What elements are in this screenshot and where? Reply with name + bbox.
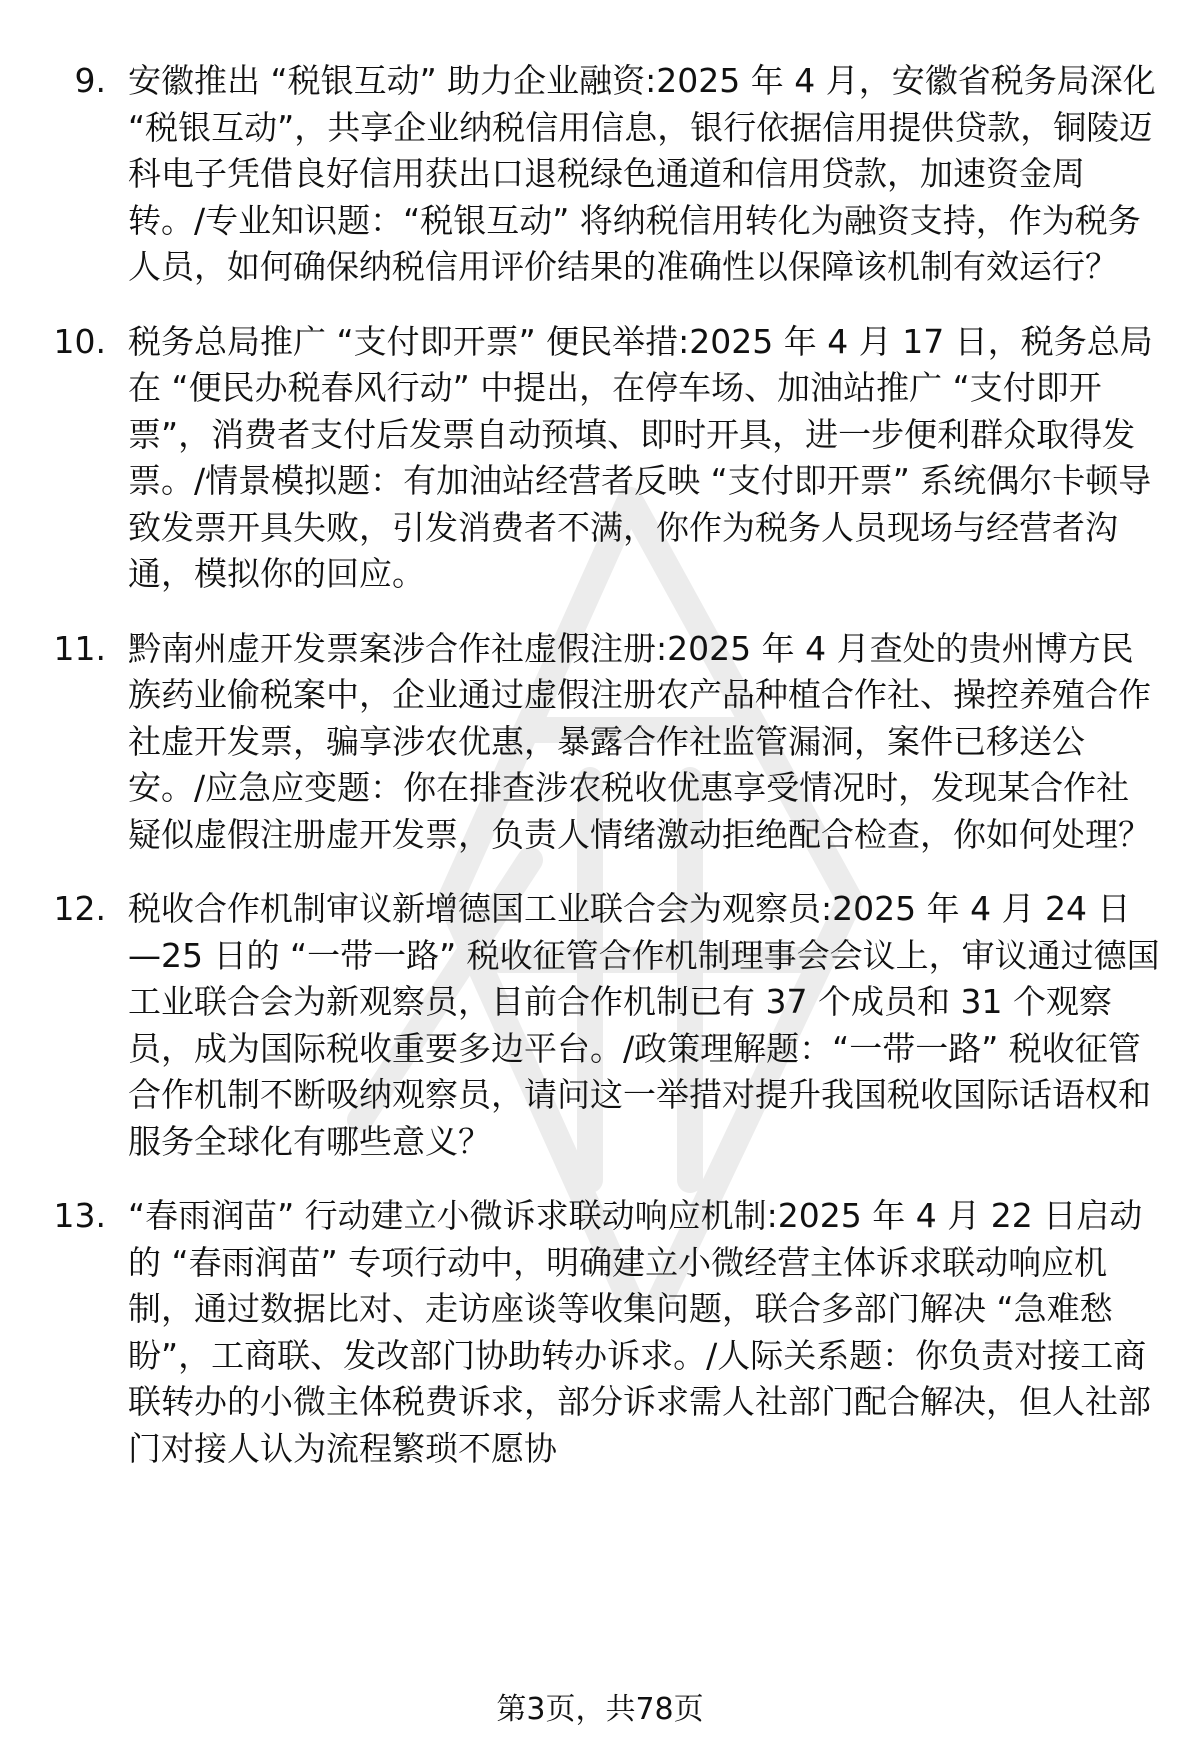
- item-text: 税收合作机制审议新增德国工业联合会为观察员:2025 年 4 月 24 日 —25 日的 “一带一路” 税收征管合作机制理事会会议上，审议通过德国工业联合会为新观察员，目前合作机制已有 37 个成员和 31 个观察员，成为国际税收重要多边平台。/政策理解题：“一带一路” 税收征管合作机制不断吸纳观察员，请问这一举措对提升我国税收国际话语权和服务全球化有哪些意义？: [128, 889, 1160, 1161]
- item-number: 11.: [53, 628, 106, 668]
- page-indicator: 第3页，共78页: [496, 1692, 704, 1727]
- item-number: 12.: [53, 889, 106, 928]
- item-text: 税务总局推广 “支付即开票” 便民举措:2025 年 4 月 17 日，税务总局在 “便民办税春风行动” 中提出，在停车场、加油站推广 “支付即开票”，消费者支付后发票自动预填、即时开具，进一步便利群众取得发票。/情景模拟题：有加油站经营者反映 “支付即开票” 系统偶尔卡顿导致发票开具失败，引发消费者不满，你作为税务人员现场与经营者沟通，模拟你的回应。: [128, 321, 1153, 593]
- question-item-13: [0, 1193, 1200, 1472]
- question-item-9: [0, 58, 1200, 291]
- question-item-12: [0, 886, 1200, 1165]
- item-number: 9.: [74, 61, 106, 100]
- page-footer: [0, 1690, 1200, 1730]
- question-item-11: [0, 626, 1200, 859]
- item-text: “春雨润苗” 行动建立小微诉求联动响应机制:2025 年 4 月 22 日启动的 “春雨润苗” 专项行动中，明确建立小微经营主体诉求联动响应机制，通过数据比对、走访座谈等收集问题，联合多部门解决 “急难愁盼”，工商联、发改部门协助转办诉求。/人际关系题：你负责对接工商联转办的小微主体税费诉求，部分诉求需人社部门配合解决，但人社部门对接人认为流程繁琐不愿协: [128, 1196, 1151, 1468]
- question-item-10: [0, 319, 1200, 598]
- document-page: [0, 58, 1200, 1500]
- item-text: 安徽推出 “税银互动” 助力企业融资:2025 年 4 月，安徽省税务局深化 “税银互动”，共享企业纳税信用信息，银行依据信用提供贷款，铜陵迈科电子凭借良好信用获出口退税绿色通道和信用贷款，加速资金周转。/专业知识题：“税银互动” 将纳税信用转化为融资支持，作为税务人员，如何确保纳税信用评价结果的准确性以保障该机制有效运行？: [128, 61, 1156, 286]
- item-number: 13.: [53, 1196, 106, 1235]
- item-number: 10.: [53, 321, 106, 361]
- item-text: 黔南州虚开发票案涉合作社虚假注册:2025 年 4 月查处的贵州博方民族药业偷税案中，企业通过虚假注册农产品种植合作社、操控养殖合作社虚开发票，骗享涉农优惠，暴露合作社监管漏洞，案件已移送公安。/应急应变题：你在排查涉农税收优惠享受情况时，发现某合作社疑似虚假注册虚开发票，负责人情绪激动拒绝配合检查，你如何处理？: [128, 628, 1151, 854]
